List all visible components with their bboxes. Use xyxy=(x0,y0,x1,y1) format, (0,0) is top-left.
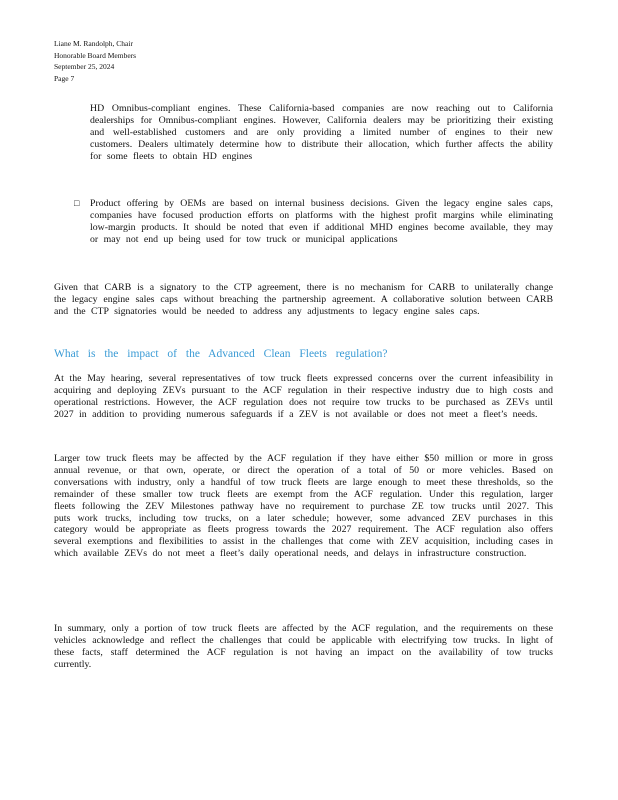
continuation-paragraph: HD Omnibus-compliant engines. These California-based companies are now reaching out to California dealerships for Omnibus-compliant engines. However, California dealers may be prioritizing their existing and well-established customers and are only providing a limited number of engines to their new customers. Dealers ultimately determine how to distribute their allocation, which further affects the ability for some fleets to obtain HD engines xyxy=(90,103,553,162)
header-page-number: Page 7 xyxy=(54,73,75,83)
ctp-paragraph: Given that CARB is a signatory to the CTP agreement, there is no mechanism for CARB to unilaterally change the legacy engine sales caps without breaching the partnership agreement. A collaborative solution between CARB and the CTP signatories would be needed to address any adjustments to legacy engine sales caps. xyxy=(54,282,553,317)
header-date: September 25, 2024 xyxy=(54,62,115,71)
square-bullet-icon: □ xyxy=(74,198,80,208)
section-heading: What is the impact of the Advanced Clean Fleets regulation? xyxy=(54,348,388,360)
hearing-paragraph-block xyxy=(54,373,553,421)
summary-paragraph: In summary, only a portion of tow truck fleets are affected by the ACF regulation, and the requirements on these vehicles acknowledge and reflect the challenges that could be applicable with electrifying tow trucks. In light of these facts, staff determined the ACF regulation is not having an impact on the availability of tow trucks currently. xyxy=(54,623,553,670)
bullet-text: Product offering by OEMs are based on internal business decisions. Given the legacy engine sales caps, companies have focused production efforts on platforms with the highest profit margins while eliminating low-margin products. It should be noted that even if additional MHD engines become available, they may or may not end up being used for tow truck or municipal applications xyxy=(90,198,553,245)
bullet-item xyxy=(74,198,553,246)
larger-fleets-paragraph-block xyxy=(54,453,553,560)
header-audience: Honorable Board Members xyxy=(54,50,137,60)
larger-fleets-paragraph: Larger tow truck fleets may be affected by the ACF regulation if they have either $50 million or more in gross annual revenue, or that own, operate, or direct the operation of a total of 50 or more vehicles. Based on conversations with industry, only a handful of tow truck fleets are large enough to meet these thresholds, so the remainder of these smaller tow truck fleets are exempt from the ACF regulation. Under this regulation, larger fleets following the ZEV Milestones pathway have no requirement to purchase ZE tow trucks until 2027. This puts work trucks, including tow trucks, on a later schedule; however, some advanced ZEV purchases in this category would be appropriate as fleets progress towards the 2027 requirement. The ACF regulation also offers several exemptions and flexibilities to assist in the challenges that come with ZEV acquisition, including cases in which available ZEVs do not meet a fleet’s daily operational needs, and delays in infrastructure construction. xyxy=(54,453,553,560)
header-recipient: Liane M. Randolph, Chair xyxy=(54,39,133,48)
letter-header xyxy=(54,38,136,84)
summary-paragraph-block xyxy=(54,623,553,671)
hearing-paragraph: At the May hearing, several representatives of tow truck fleets expressed concerns over the current infeasibility in acquiring and deploying ZEVs pursuant to the ACF regulation in their respective industry due to high costs and operational restrictions. However, the ACF regulation does not require tow trucks to be purchased as ZEVs until 2027 in addition to providing numerous safeguards if a ZEV is not available or does not meet a fleet’s needs. xyxy=(54,373,553,420)
ctp-paragraph-block xyxy=(54,282,553,318)
continuation-paragraph-block xyxy=(90,103,553,163)
